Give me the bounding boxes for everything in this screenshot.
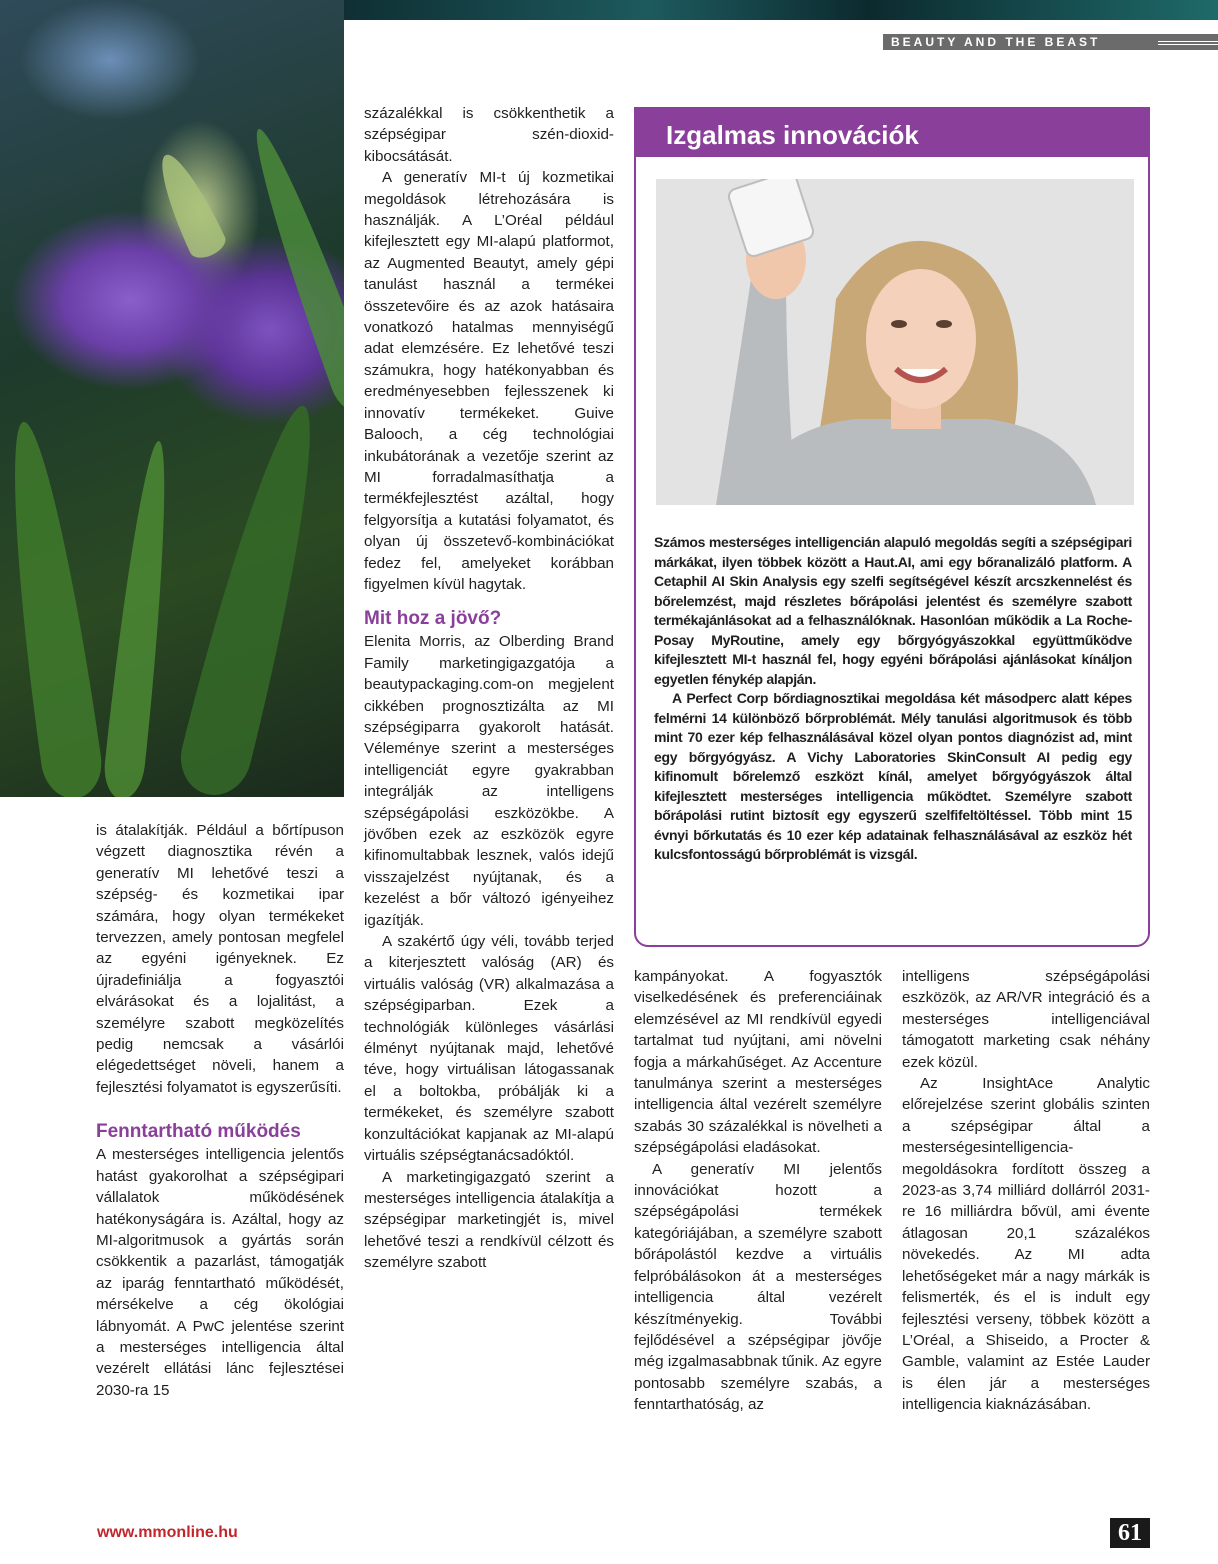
- section-heading: Fenntartható működés: [96, 1121, 301, 1143]
- selfie-photo: [656, 179, 1134, 505]
- paragraph: kampányokat. A fogyasztók viselkedésének és preferenciáinak elemzésével az MI rendkívül egyedi tartalmat tud nyújtani, ami növelni fogja a márkahűséget. Az Accenture tanulmánya szerint a mesterséges intelligencia által vezérelt személyre szabás 30 százalékkal is növelheti a szépségápolási eladásokat.: [634, 968, 882, 1157]
- section-tag-label: BEAUTY AND THE BEAST: [891, 35, 1101, 49]
- selfie-illustration: [656, 179, 1134, 505]
- paragraph: A generatív MI-t új kozmetikai megoldások létrehozására is használják. A L’Oréal például kifejlesztett egy MI-alapú platformot, az Augmented Beautyt, amely gépi tanulást használ a termékei összetevőire és az azok hatásaira vonatkozó hatalmas mennyiségű adat elemzésére. Ez lehetővé teszi számukra, hogy hatékonyabban és eredményesebben fejlesszenek ki innovatív termékeket. Guive Balooch, a cég technológiai inkubátorának a vezetője szerint az MI forradalmasíthatja a termékfejlesztést azáltal, hogy felgyorsítja a kutatási folyamatot, és olyan új összetevő-kombinációkat fedez fel, amelyeket korábban figyelmen kívül hagytak.: [364, 169, 614, 593]
- box-text: [654, 533, 1132, 865]
- paragraph: A marketingigazgató szerint a mesterséges intelligencia átalakítja a szépségipar marketingjét is, mivel lehetővé teszi a rendkívül célzott és személyre szabott: [364, 1168, 614, 1272]
- column-1-bottom: [96, 820, 344, 1401]
- paragraph: is átalakítják. Például a bőrtípuson végzett diagnosztika révén a generatív MI lehetővé teszi a szépség- és kozmetikai ipar számára, hogy olyan termékeket tervezzen, amely pontosan megfelel az egyéni igényeknek. Ez újradefiniálja a fogyasztói elvárásokat és a lojalitást, a személyre szabott megközelítés pedig nemcsak a vásárlói elégedettséget növeli, hanem a fejlesztési folyamatot is egyszerűsíti.: [96, 822, 344, 1096]
- paragraph: intelligens szépségápolási eszközök, az AR/VR integráció és a mesterséges intelligenciával támogatott marketing csak néhány ezek közül.: [902, 968, 1150, 1071]
- column-3-bottom: [634, 966, 882, 1416]
- paragraph: A generatív MI jelentős innovációkat hozott a szépségápolási termékek kategóriájában, a személyre szabott bőrápolástól kezdve a virtuális felpróbálásokon át a mesterséges intelligencia által vezérelt készítményekig. További fejlődésével a szépségipar jövője még izgalmasabbnak tűnik. Az egyre pontosabb személyre szabás, a fenntarthatóság, az: [634, 1160, 882, 1414]
- section-heading: Mit hoz a jövő?: [364, 608, 502, 630]
- column-2-top: [364, 103, 614, 1274]
- footer-url[interactable]: www.mmonline.hu: [97, 1524, 238, 1541]
- page-number: 61: [1110, 1518, 1150, 1548]
- paragraph: A Perfect Corp bőrdiagnosztikai megoldása két másodperc alatt képes felmérni 14 különböző bőrproblémát. Mély tanulási algoritmusok és több mint 70 ezer kép felhasználásával közel olyan pontos diagnózist ad, mint egy bőrgyógyász. A Vichy Laboratories SkinConsult AI pedig egy kifinomult bőrelemző eszközt kínál, amelyet bőrgyógyászok által kifejlesztett mesterséges intelligencia működtet. Személyre szabott bőrápolási rutint biztosít egy egyszerű szelfifeltöltéssel. Több mint 15 évnyi bőrkutatás és 10 ezer kép adatainak felhasználásával az eszköz hét kulcsfontosságú bőrproblémát is vizsgál.: [654, 690, 1132, 862]
- paragraph: Számos mesterséges intelligencián alapuló megoldás segíti a szépségipari márkákat, ilyen többek között a Haut.AI, ami egy bőranalizáló platform. A Cetaphil AI Skin Analysis egy szelfi segítségével készít arcszkennelést és bőrelemzést, majd részletes bőrápolási jelentést és személyre szabott termékajánlásokat ad a felhasználóknak. Hasonlóan működik a La Roche-Posay MyRoutine, amely egy bőrgyógyászokkal együttműködve kifejlesztett MI-t használ fel, hogy egyéni bőrápolási ajánlásokat kínáljon egyetlen fénykép alapján.: [654, 534, 1132, 687]
- paragraph: A mesterséges intelligencia jelentős hatást gyakorolhat a szépségipari vállalatok működésének hatékonyságára is. Azáltal, hogy az MI-algoritmusok a gyártás során csökkentik a pazarlást, támogatják az iparág fenntartható működését, mérsékelve a cég ökológiai lábnyomát. A PwC jelentése szerint a mesterséges intelligencia által vezérelt ellátási lánc fejlesztései 2030-ra 15: [96, 1146, 344, 1399]
- paragraph: A szakértő úgy véli, tovább terjed a kiterjesztett valóság (AR) és virtuális valóság (VR) alkalmazása a szépségiparban. Ezek a technológiák különleges vásárlási élményt nyújtanak majd, lehetővé téve, hogy virtuálisan látogassanak el a boltokba, próbálják ki a termékeket, és személyre szabott konzultációkat kapjanak az MI-alapú virtuális szépségtanácsadóktól.: [364, 933, 614, 1165]
- paragraph: Elenita Morris, az Olberding Brand Family marketingigazgatója a beautypackaging.com-on megjelent cikkében prognosztizálta az MI szépségiparra gyakorolt hatását. Véleménye szerint a mesterséges intelligenciát egyre gyakrabban integrálják az intelligens szépségápolási eszközökbe. A jövőben ezek az eszközök egyre kifinomultabbak lesznek, valós idejű visszajelzést nyújtanak, és a kezelést a bőr változó igényeihez igazítják.: [364, 633, 614, 929]
- section-tag: [883, 34, 1218, 50]
- paragraph: Az InsightAce Analytic előrejelzése szerint globális szinten a szépségipar által a mesterségesintelligencia-megoldásokra fordított összeg a 2023-as 3,74 milliárd dollárról 2031-re 16 milliárdra bővül, ami évente átlagosan 20,1 százalékos növekedés. Az MI adta lehetőségeket már a nagy márkák is felismerték, és el is indult egy fejlesztési verseny, többek között a L’Oréal, a Shiseido, a Procter & Gamble, valamint az Estée Lauder is élen jár a mesterséges intelligencia kiaknázásában.: [902, 1075, 1150, 1414]
- paragraph: százalékkal is csökkenthetik a szépségipar szén-dioxid-kibocsátását.: [364, 105, 614, 165]
- column-4-bottom: [902, 966, 1150, 1416]
- flower-photo: [0, 0, 344, 797]
- sidebar-box: [634, 107, 1150, 947]
- header-image-band: [344, 0, 1218, 20]
- box-title: Izgalmas innovációk: [636, 109, 1148, 157]
